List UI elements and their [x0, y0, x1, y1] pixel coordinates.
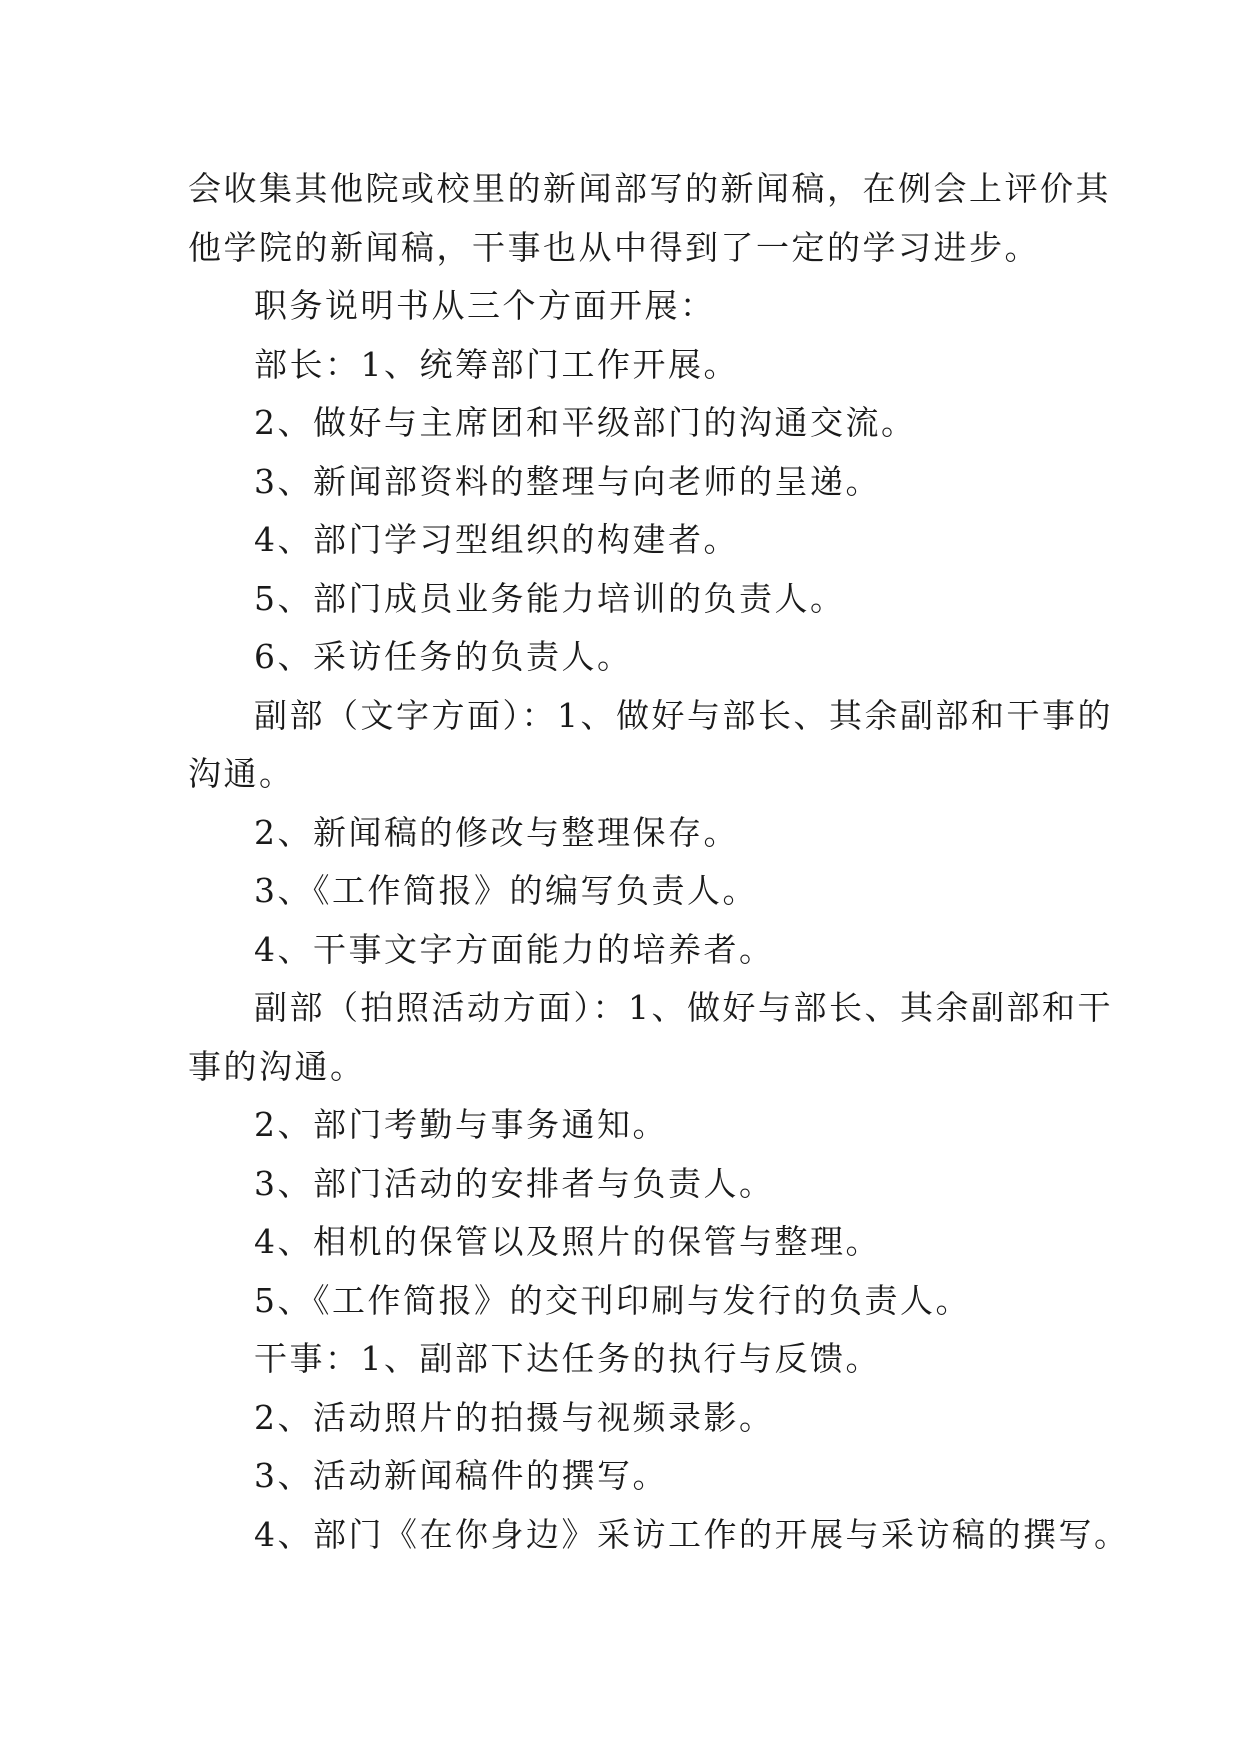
- paragraph-line: 5、《工作简报》的交刊印刷与发行的负责人。: [254, 1280, 971, 1320]
- paragraph-line: 部长：1、统筹部门工作开展。: [254, 344, 739, 384]
- paragraph-line: 沟通。: [188, 754, 295, 793]
- paragraph-line: 事的沟通。: [188, 1046, 366, 1086]
- paragraph-line: 3、活动新闻稿件的撰写。: [254, 1456, 668, 1495]
- paragraph-line: 职务说明书从三个方面开展：: [254, 286, 716, 325]
- paragraph-line: 4、干事文字方面能力的培养者。: [254, 929, 775, 969]
- paragraph-line: 副部（文字方面）：1、做好与部长、其余副部和干事的: [254, 695, 1113, 735]
- paragraph-line: 3、新闻部资料的整理与向老师的呈递。: [254, 461, 881, 501]
- paragraph-line: 4、相机的保管以及照片的保管与整理。: [254, 1222, 881, 1261]
- paragraph-line: 会收集其他院或校里的新闻部写的新闻稿，在例会上评价其: [188, 169, 1111, 208]
- paragraph-line: 2、活动照片的拍摄与视频录影。: [254, 1397, 775, 1437]
- paragraph-line: 3、《工作简报》的编写负责人。: [254, 871, 758, 910]
- paragraph-line: 3、部门活动的安排者与负责人。: [254, 1163, 775, 1203]
- document-body: [188, 160, 1130, 1564]
- paragraph-line: 2、新闻稿的修改与整理保存。: [254, 812, 739, 852]
- paragraph-line: 他学院的新闻稿，干事也从中得到了一定的学习进步。: [188, 227, 1040, 267]
- paragraph-line: 5、部门成员业务能力培训的负责人。: [254, 578, 846, 618]
- paragraph-line: 副部（拍照活动方面）：1、做好与部长、其余副部和干: [254, 988, 1113, 1027]
- paragraph-line: 干事：1、副部下达任务的执行与反馈。: [254, 1339, 881, 1378]
- paragraph-line: 4、部门《在你身边》采访工作的开展与采访稿的撰写。: [254, 1514, 1130, 1554]
- paragraph-line: 2、做好与主席团和平级部门的沟通交流。: [254, 403, 917, 442]
- paragraph-line: 2、部门考勤与事务通知。: [254, 1105, 668, 1144]
- paragraph-line: 6、采访任务的负责人。: [254, 637, 633, 676]
- paragraph-line: 4、部门学习型组织的构建者。: [254, 520, 739, 559]
